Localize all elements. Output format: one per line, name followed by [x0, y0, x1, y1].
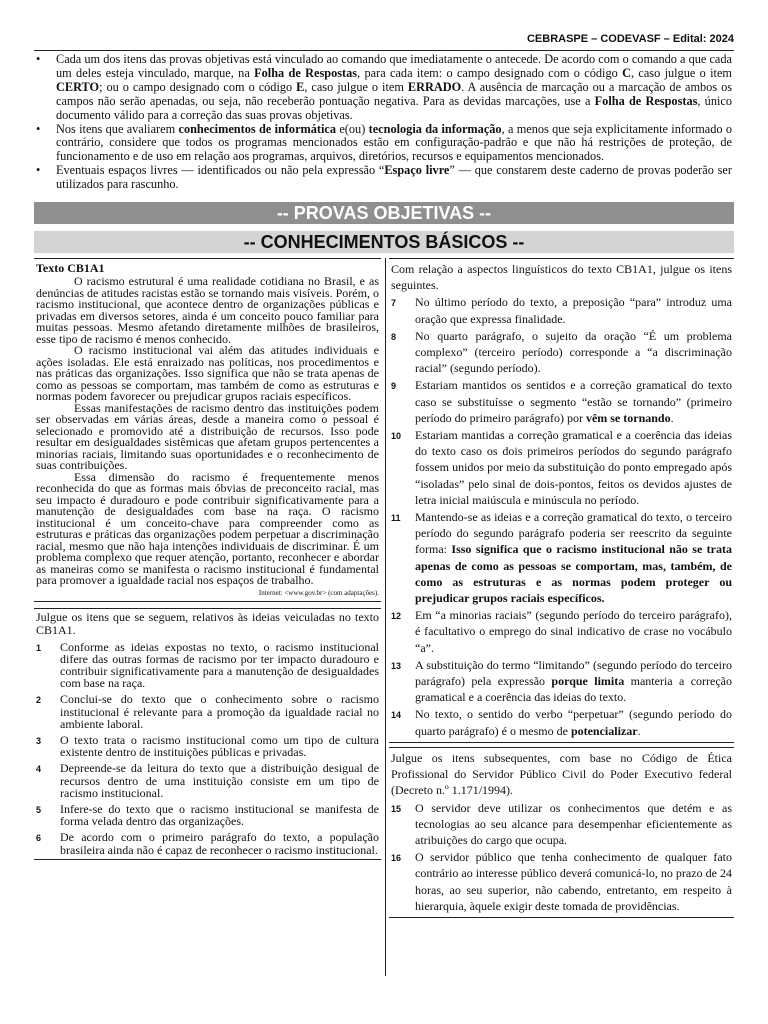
question-text: O servidor deve utilizar os conhecimentos que detém e as tecnologias ao seu alcance para desempenhar eficientemente as atribuições do cargo que ocupa.	[415, 800, 732, 847]
right-column	[389, 258, 734, 918]
texto-paragraph: O racismo institucional vai além das atitudes individuais e ações isoladas. Ele está enraizado nas políticas, nos procedimentos e nas práticas das organizações. Isso significa que não se trata apenas de como as pessoas se comportam, mas também de como as estruturas e normas podem favorecer ou prejudicar grupos raciais específicos.	[36, 343, 379, 403]
question-text: .	[670, 410, 674, 425]
question-number: 16	[391, 853, 402, 864]
question-emphasis: porque limita	[551, 674, 625, 689]
question-text: manteria a correção gramatical e a coerência das ideias do texto.	[415, 674, 733, 705]
section-lead: Julgue os itens subsequentes, com base no Código de Ética Profissional do Servidor Público Civil do Poder Executivo federal (Decreto n.º 1.171/1994).	[391, 750, 732, 798]
instructions-list	[34, 53, 732, 192]
question-list	[391, 800, 732, 914]
question-number: 2	[36, 695, 42, 706]
question-text: O texto trata o racismo institucional como um tipo de cultura existente dentro de instituições públicas e privadas.	[60, 732, 379, 760]
question-item	[36, 641, 379, 690]
question-number: 15	[391, 803, 402, 814]
question-item	[391, 427, 732, 508]
instruction-item: • Eventuais espaços livres — identificados ou não pela expressão “Espaço livre” — que constarem deste caderno de provas poderão ser utilizados para rascunho.	[34, 164, 732, 192]
question-text: Estariam mantidas a correção gramatical e a coerência das ideias do texto caso os dois primeiros períodos do segundo parágrafo fossem unidos por meio da substituição do ponto empregado após “isoladas” pelo sinal de dois-pontos, feitos os devidos ajustes de letra inicial maiúscula e minúscula no período.	[415, 428, 732, 507]
question-number: 4	[36, 764, 42, 775]
question-item	[391, 706, 732, 738]
question-item	[391, 294, 732, 326]
question-number: 11	[391, 513, 401, 524]
texto-source: Internet: <www.gov.br> (com adaptações).	[258, 588, 379, 597]
question-text: Infere-se do texto que o racismo institucional se manifesta de forma velada dentro das organizações.	[60, 801, 379, 829]
instruction-item: • Cada um dos itens das provas objetivas está vinculado ao comando que imediatamente o antecede. De acordo com o comando a que cada um deles esteja vinculado, marque, na Folha de Respostas, para cada item: o campo designado com o código C, caso julgue o item CERTO; ou o campo designado com o código E, caso julgue o item ERRADO. A ausência de marcação ou a marcação de ambos os campos não serão apenadas, ou seja, não receberão pontuação negativa. Para as devidas marcações, use a Folha de Respostas, único documento válido para a correção das suas provas objetivas.	[34, 53, 732, 123]
right-questions-box-2	[389, 747, 734, 918]
question-item	[391, 849, 732, 914]
question-text: De acordo com o primeiro parágrafo do texto, a população brasileira ainda não é capaz de reconhecer o racismo institucional.	[60, 830, 379, 857]
question-item	[391, 607, 732, 656]
question-item	[36, 831, 379, 855]
question-text: No último período do texto, a preposição “para” introduz uma oração que expressa finalidade.	[415, 295, 732, 326]
question-text: Em “a minorias raciais” (segundo período do terceiro parágrafo), é facultativo o emprego do sinal indicativo de crase no vocábulo “a”.	[415, 608, 732, 655]
question-item	[391, 657, 732, 706]
question-number: 6	[36, 833, 42, 844]
page-header	[34, 32, 734, 51]
question-item	[36, 734, 379, 758]
question-emphasis: potencializar	[570, 723, 638, 738]
question-item	[36, 693, 379, 730]
section-lead: Julgue os itens que se seguem, relativos às ideias veiculadas no texto CB1A1.	[36, 609, 379, 637]
question-emphasis: Isso significa que o racismo institucional não se trata apenas de como as pessoas se comportam, mas, também, de como as estruturas e as normas podem proteger ou prejudicar grupos raciais específicos.	[415, 542, 732, 606]
question-item	[36, 803, 379, 827]
texto-paragraph: O racismo estrutural é uma realidade cotidiana no Brasil, e as denúncias de atitudes racistas estão se tornando mais visíveis. Porém, o racismo institucional, que acontece dentro de organizações públicas e privadas em diversos setores, ainda é um conceito pouco familiar para muitas pessoas. Mesmo afetando diretamente milhões de brasileiros, esse tipo de racismo é menos conhecido.	[36, 274, 379, 346]
question-number: 14	[391, 710, 402, 721]
texto-paragraph: Essa dimensão do racismo é frequentemente menos reconhecida do que as formas mais óbvias de preconceito racial, mas seu impacto é duradouro e pode contribuir significativamente para a manutenção de desigualdades com base na raça. O racismo institucional é um conceito-chave para compreender como as estruturas e práticas das organizações podem perpetuar a discriminação racial, mesmo que não haja intenções individuais de discriminar. É um problema complexo que requer atenção, portanto, reconhecer e abordar as maneiras como se manifesta o racismo institucional é fundamental para promover a igualdade racial nos espaços de trabalho.	[36, 469, 379, 587]
header-title: CEBRASPE – CODEVASF – Edital: 2024	[526, 33, 734, 45]
question-number: 7	[391, 298, 397, 309]
question-list	[391, 294, 732, 738]
question-number: 5	[36, 804, 42, 815]
question-item	[391, 800, 732, 849]
question-number: 10	[391, 431, 402, 442]
question-number: 8	[391, 331, 397, 342]
question-text: Depreende-se da leitura do texto que a distribuição desigual de recursos dentro de uma instituição consiste em um tipo de racismo institucional.	[60, 761, 379, 800]
banner-conhecimentos-basicos: -- CONHECIMENTOS BÁSICOS --	[34, 231, 734, 253]
question-emphasis: vêm se tornando	[585, 410, 671, 425]
texto-box	[34, 258, 381, 602]
question-text: A substituição do termo “limitando” (segundo período do terceiro parágrafo) pela expressão	[415, 657, 732, 689]
question-number: 3	[36, 735, 42, 746]
question-text: .	[637, 723, 641, 738]
question-number: 9	[391, 381, 397, 392]
question-number: 12	[391, 611, 402, 622]
question-text: Estariam mantidos os sentidos e a correção gramatical do texto caso se substituísse o segmento “estão se tornando” (primeiro período do primeiro parágrafo) por	[415, 378, 732, 425]
question-text: Conforme as ideias expostas no texto, o racismo institucional difere das outras formas de racismo por ter impacto duradouro e contribuir significativamente para a manutenção de desigualdades com base na raça.	[60, 639, 379, 691]
question-text: Conclui-se do texto que o conhecimento sobre o racismo institucional é relevante para a promoção da igualdade racial no ambiente laboral.	[60, 692, 379, 731]
left-questions-box	[34, 608, 381, 860]
question-item	[391, 509, 732, 606]
question-item	[36, 762, 379, 799]
question-number: 1	[36, 642, 42, 653]
question-text: No texto, o sentido do verbo “perpetuar” (segundo período do quarto parágrafo) é o mesmo de	[415, 707, 732, 738]
question-text: O servidor público que tenha conhecimento de qualquer fato contrário ao interesse público deverá comunicá-lo, no prazo de 24 horas, ao seu superior, não cabendo, entretanto, em respeito à hierarquia, àquele exigir deste tomada de providências.	[415, 850, 732, 913]
column-divider	[385, 258, 386, 976]
texto-paragraph: Essas manifestações de racismo dentro das instituições podem ser observadas em várias áreas, desde a maneira como o pessoal é selecionado e promovido até a distribuição de recursos. Isso pode resultar em desigualdades sistêmicas que afetam grupos pertencentes a minorias raciais, limitando suas oportunidades e o reconhecimento de suas contribuições.	[36, 400, 379, 472]
banner-provas-objetivas: -- PROVAS OBJETIVAS --	[34, 202, 734, 224]
question-item	[391, 328, 732, 377]
right-questions-box-1	[389, 258, 734, 743]
left-column	[34, 258, 381, 860]
question-text: Mantendo-se as ideias e a correção gramatical do texto, o terceiro período do segundo parágrafo poderia ser reescrito da seguinte forma:	[415, 510, 732, 557]
instruction-item: • Nos itens que avaliarem conhecimentos de informática e(ou) tecnologia da informação, a menos que seja explicitamente informado o contrário, considere que todos os programas mencionados estão em configuração-padrão e que não há restrições de proteção, de funcionamento e de uso em relação aos programas, arquivos, diretórios, recursos e equipamentos mencionados.	[34, 123, 732, 165]
question-text: No quarto parágrafo, o sujeito da oração “É um problema complexo” (terceiro período) corresponde a “a discriminação racial” (segundo período).	[415, 328, 732, 376]
question-number: 13	[391, 660, 402, 671]
section-lead: Com relação a aspectos linguísticos do texto CB1A1, julgue os itens seguintes.	[391, 262, 732, 293]
question-item	[391, 377, 732, 426]
question-list	[36, 641, 379, 856]
texto-title: Texto CB1A1	[36, 261, 105, 275]
